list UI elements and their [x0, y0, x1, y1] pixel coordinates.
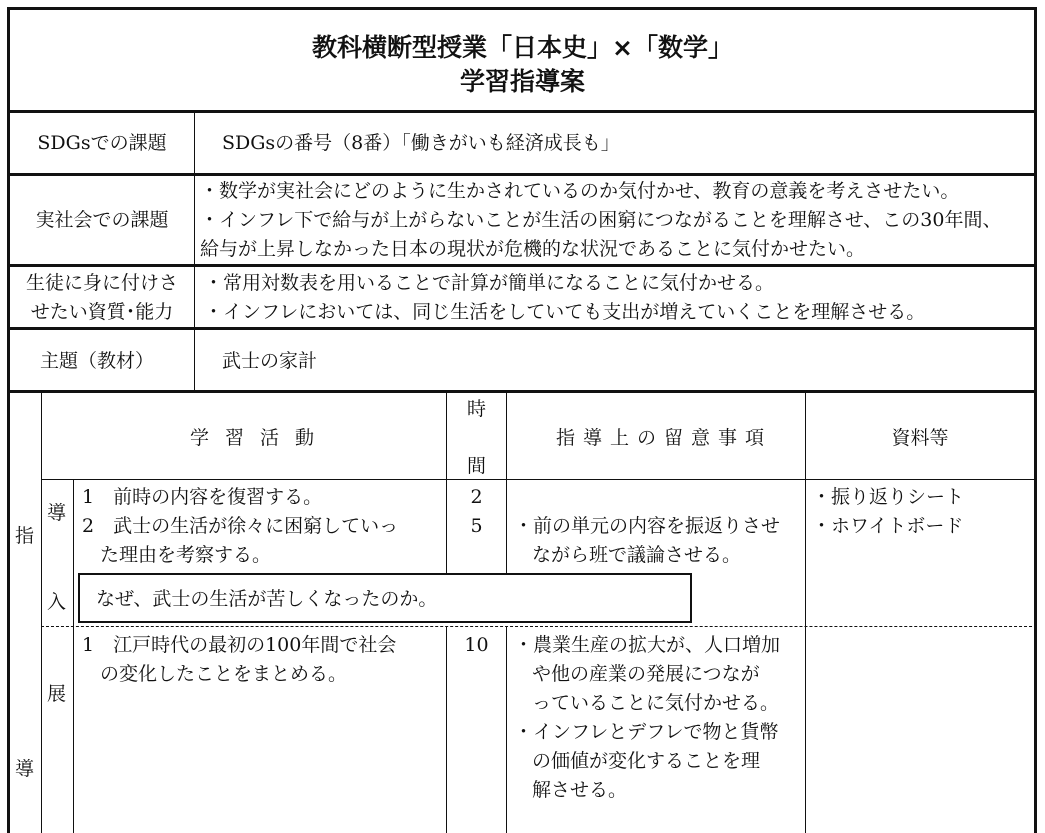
page-title: 教科横断型授業「日本史」×「数学」: [312, 33, 733, 62]
side-label-bottom: 導: [15, 758, 35, 780]
development-note-2: や他の産業の発展につなが: [532, 663, 760, 685]
header-materials: 資料等: [891, 427, 949, 449]
header-activity: 学習活動: [189, 427, 330, 449]
abilities-line-1: ・常用対数表を用いることで計算が簡単になることに気付かせる。: [204, 272, 775, 294]
side-label-top: 指: [15, 525, 35, 547]
real-world-line-1: ・数学が実社会にどのように生かされているのか気付かせ、教育の意義を考えさせたい。: [200, 180, 960, 202]
real-world-line-3: 給与が上昇しなかった日本の現状が危機的な状況であることに気付かせたい。: [200, 238, 866, 260]
theme-value: 武士の家計: [222, 350, 318, 372]
intro-activity-2-cont: た理由を考察する。: [100, 544, 272, 566]
intro-material-1: ・振り返りシート: [812, 486, 965, 508]
frame-top: [7, 7, 1037, 10]
col-phase-divider: [73, 480, 74, 833]
intro-time-2: 5: [470, 515, 483, 537]
real-world-label: 実社会での課題: [35, 209, 169, 231]
development-activity-1-cont: の変化したことをまとめる。: [100, 663, 348, 685]
intro-note-2: ながら班で議論させる。: [532, 544, 742, 566]
divider-title: [7, 110, 1037, 113]
intro-time-1: 2: [470, 486, 483, 508]
col-time-divider-lower: [506, 626, 507, 833]
theme-label: 主題（教材）: [40, 350, 155, 372]
real-world-line-2: ・インフレ下で給与が上がらないことが生活の困窮につながることを理解させ、この30年間、: [200, 209, 1002, 231]
intro-phase-top: 導: [47, 502, 67, 524]
question-text: なぜ、武士の生活が苦しくなったのか。: [96, 588, 438, 610]
development-activity-1: 1 江戸時代の最初の100年間で社会: [82, 634, 397, 656]
header-notes: 指導上の留意事項: [555, 427, 772, 449]
development-note-3: っていることに気付かせる。: [532, 692, 780, 714]
intro-phase-bottom: 入: [47, 591, 67, 613]
development-note-6: 解させる。: [532, 779, 628, 801]
development-time: 10: [464, 634, 489, 656]
question-box: [78, 573, 692, 623]
header-time-line-1: 時: [466, 398, 486, 420]
page-subtitle: 学習指導案: [459, 67, 585, 96]
development-note-1: ・農業生産の拡大が、人口増加: [514, 634, 781, 656]
intro-activity-2: 2 武士の生活が徐々に困窮していっ: [82, 515, 399, 537]
divider-abilities: [7, 327, 1037, 330]
abilities-label-line-1: 生徒に身に付けさ: [25, 272, 178, 294]
divider-sdgs: [7, 173, 1037, 176]
intro-note-1: ・前の単元の内容を振返りさせ: [514, 515, 781, 537]
abilities-line-2: ・インフレにおいては、同じ生活をしていても支出が増えていくことを理解させる。: [204, 301, 926, 323]
intro-activity-1: 1 前時の内容を復習する。: [82, 486, 323, 508]
development-note-4: ・インフレとデフレで物と貨幣: [514, 721, 779, 743]
phase-dashed-divider: [41, 626, 1037, 627]
sdgs-label: SDGsでの課題: [37, 132, 167, 154]
col-side-divider: [41, 392, 42, 833]
frame-right: [1034, 7, 1037, 833]
col-label-divider: [194, 110, 195, 393]
header-time-line-2: 間: [466, 455, 486, 477]
col-time-divider: [506, 392, 507, 574]
abilities-label-line-2: せたい資質･能力: [30, 301, 174, 323]
col-notes-divider: [805, 392, 806, 833]
intro-material-2: ・ホワイトボード: [812, 515, 964, 537]
divider-theme: [7, 390, 1037, 393]
development-note-5: の価値が変化することを理: [532, 750, 761, 772]
header-bottom: [41, 479, 1037, 480]
divider-real-world: [7, 264, 1037, 267]
sdgs-value: SDGsの番号（8番）「働きがいも経済成長も」: [222, 132, 620, 154]
development-phase: 展: [47, 683, 67, 705]
